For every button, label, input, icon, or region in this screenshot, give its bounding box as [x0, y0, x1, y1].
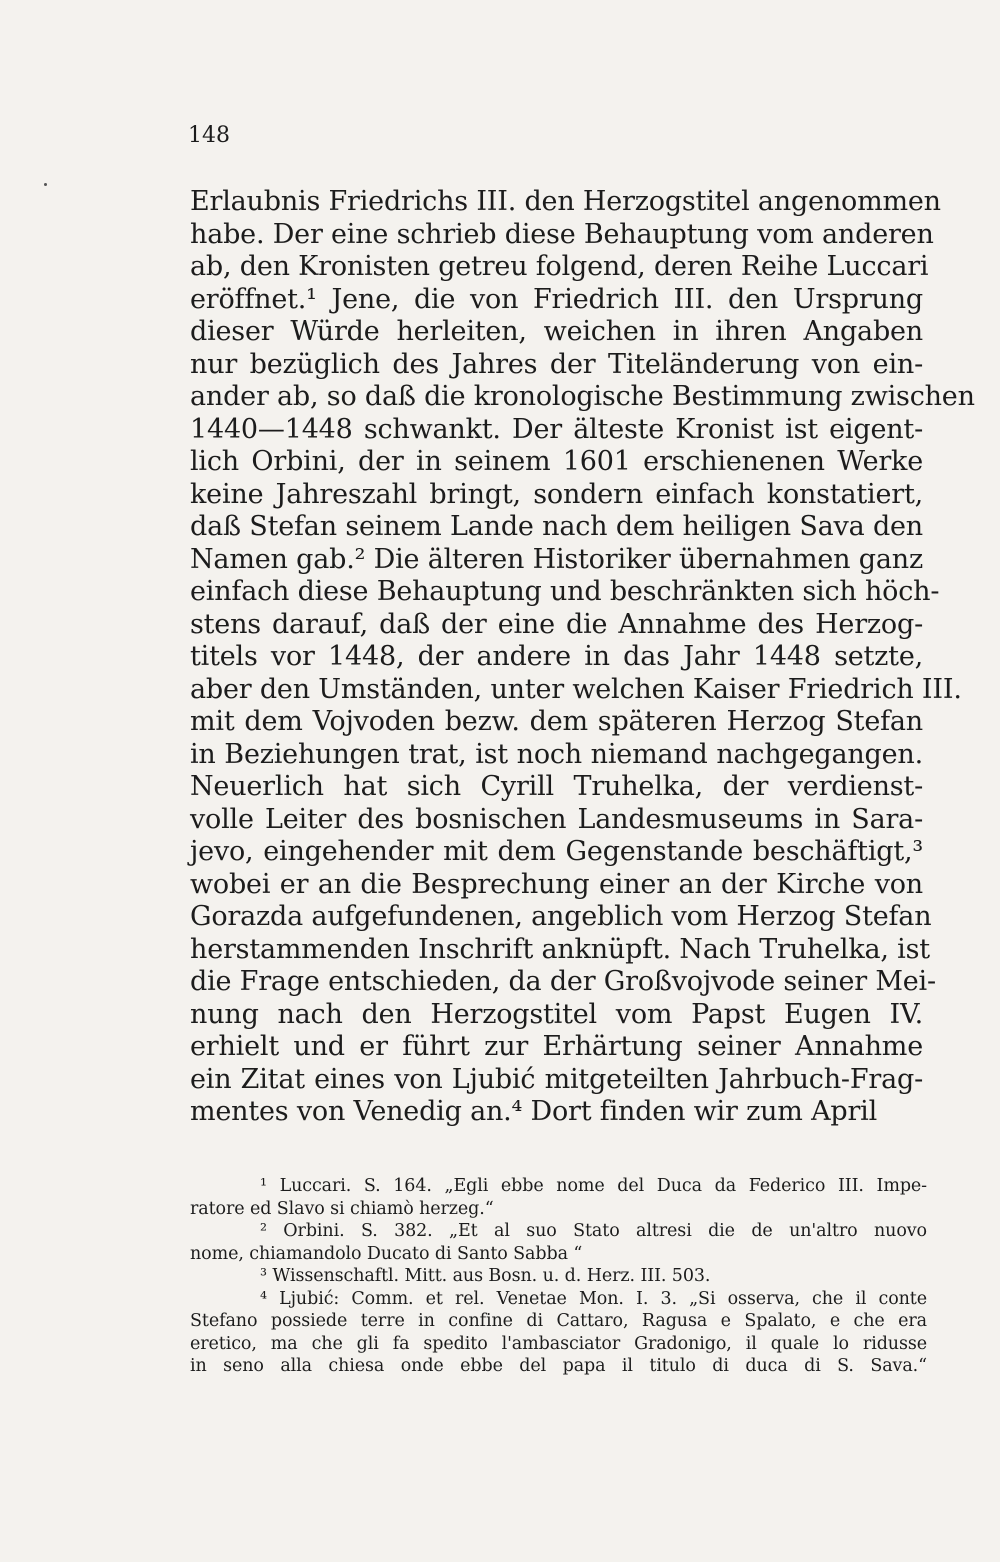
body-line: erhielt und er führt zur Erhärtung seiner Annahme	[190, 1031, 923, 1062]
body-line: einfach diese Behauptung und beschränkten sich höch-	[190, 576, 940, 607]
body-line: Gorazda aufgefundenen, angeblich vom Herzog Stefan	[190, 901, 932, 932]
body-line: habe. Der eine schrieb diese Behauptung vom anderen	[190, 218, 934, 250]
footnote-3-line: ³ Wissenschaftl. Mitt. aus Bosn. u. d. Herz. III. 503.	[260, 1266, 711, 1286]
footnotes	[190, 1175, 927, 1378]
body-line: aber den Umständen, unter welchen Kaiser Friedrich III.	[190, 673, 962, 705]
body-line: ander ab, so daß die kronologische Bestimmung zwischen	[190, 381, 975, 412]
footnote-4-line: in seno alla chiesa onde ebbe del papa il titulo di duca di S. Sava.“	[190, 1356, 927, 1376]
body-line: Neuerlich hat sich Cyrill Truhelka, der verdienst-	[190, 771, 923, 802]
footnote-1-line: ratore ed Slavo si chiamò herzeg.“	[190, 1198, 494, 1219]
body-line: stens darauf, daß der eine die Annahme des Herzog-	[190, 608, 923, 640]
body-line: mit dem Vojvoden bezw. dem späteren Herzog Stefan	[190, 706, 923, 737]
body-line: 1440—1448 schwankt. Der älteste Kronist ist eigent-	[190, 413, 923, 445]
body-line: jevo, eingehender mit dem Gegenstande beschäftigt,³	[190, 836, 923, 867]
body-line: die Frage entschieden, da der Großvojvode seiner Mei-	[190, 966, 936, 997]
body-line: wobei er an die Besprechung einer an der Kirche von	[190, 868, 923, 900]
body-line: herstammenden Inschrift anknüpft. Nach Truhelka, ist	[190, 933, 930, 965]
body-line: mentes von Venedig an.⁴ Dort finden wir zum April	[190, 1096, 878, 1127]
footnote-4-line: Stefano possiede terre in confine di Cattaro, Ragusa e Spalato, e che era	[190, 1311, 927, 1331]
body-line: titels vor 1448, der andere in das Jahr 1448 setzte,	[190, 641, 923, 672]
body-line: lich Orbini, der in seinem 1601 erschienenen Werke	[190, 446, 923, 477]
body-line: keine Jahreszahl bringt, sondern einfach konstatiert,	[190, 478, 923, 510]
body-line: nung nach den Herzogstitel vom Papst Eugen IV.	[190, 998, 923, 1030]
footnote-2-line: ² Orbini. S. 382. „Et al suo Stato altresi die de un'altro nuovo	[260, 1221, 927, 1241]
body-line: Erlaubnis Friedrichs III. den Herzogstitel angenommen	[190, 186, 941, 217]
body-line: dieser Würde herleiten, weichen in ihren Angaben	[190, 316, 923, 347]
body-line: nur bezüglich des Jahres der Titeländerung von ein-	[190, 348, 923, 380]
body-line: eröffnet.¹ Jene, die von Friedrich III. den Ursprung	[190, 283, 923, 315]
page-number: 148	[188, 123, 230, 148]
body-line: ein Zitat eines von Ljubić mitgeteilten Jahrbuch-Frag-	[190, 1063, 923, 1095]
footnote-4-line: eretico, ma che gli fa spedito l'ambasciator Gradonigo, il quale lo ridusse	[190, 1333, 927, 1354]
footnote-2-line: nome, chiamandolo Ducato di Santo Sabba “	[190, 1243, 583, 1264]
body-line: in Beziehungen trat, ist noch niemand nachgegangen.	[190, 738, 923, 770]
body-line: Namen gab.² Die älteren Historiker übernahmen ganz	[190, 543, 923, 575]
body-line: ab, den Kronisten getreu folgend, deren Reihe Luccari	[190, 251, 929, 282]
footnote-1-line: ¹ Luccari. S. 164. „Egli ebbe nome del Duca da Federico III. Impe-	[260, 1176, 927, 1196]
paper-speck	[44, 183, 47, 186]
body-line: volle Leiter des bosnischen Landesmuseums in Sara-	[190, 803, 923, 835]
body-text	[190, 186, 975, 1129]
body-line: daß Stefan seinem Lande nach dem heiligen Sava den	[190, 511, 923, 542]
footnote-4-line: ⁴ Ljubić: Comm. et rel. Venetae Mon. I. 3. „Si osserva, che il conte	[260, 1288, 927, 1309]
